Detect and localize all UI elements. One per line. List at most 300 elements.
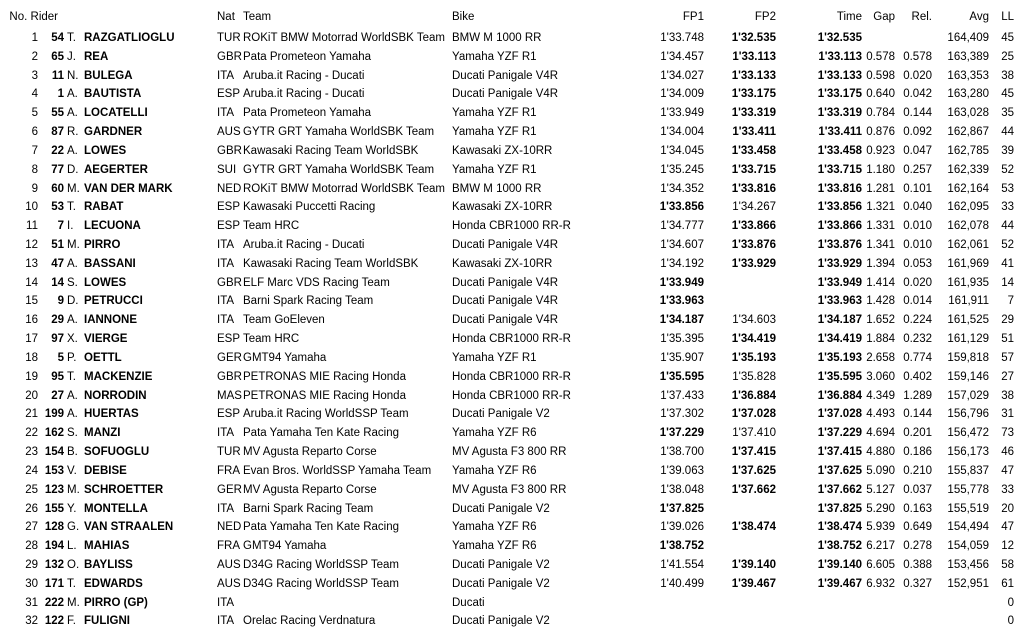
rider-surname: SCHROETTER (84, 483, 164, 496)
fp1-time: 1'37.302 (660, 408, 704, 421)
rider-number: 153 (44, 464, 64, 477)
fp1-time: 1'35.595 (659, 370, 704, 383)
fp2-time (706, 292, 776, 310)
rider-surname: BULEGA (84, 69, 133, 82)
gap-relative: 0.578 (903, 50, 932, 63)
gap-relative: 0.186 (903, 446, 932, 459)
rider-surname: LOCATELLI (84, 107, 148, 120)
fp2-time (706, 537, 776, 555)
gap-relative: 0.201 (903, 427, 932, 440)
team-name: Aruba.it Racing - Ducati (243, 69, 365, 82)
fp2-time: 1'33.929 (731, 257, 776, 270)
team-name: Aruba.it Racing - Ducati (243, 88, 365, 101)
laps-count: 51 (1001, 333, 1014, 346)
bike-model: Ducati Panigale V4R (452, 239, 559, 252)
rider-initial: J. (67, 50, 76, 63)
nationality: AUS (217, 577, 241, 590)
team-name: Kawasaki Puccetti Racing (243, 201, 376, 214)
fp2-time (706, 612, 776, 630)
team-name: ROKiT BMW Motorrad WorldSBK Team (243, 182, 445, 195)
position: 8 (31, 163, 38, 176)
laps-count: 53 (1001, 182, 1014, 195)
average-speed: 159,818 (947, 351, 989, 364)
gap-relative: 0.020 (903, 69, 932, 82)
gap-relative: 0.053 (903, 257, 932, 270)
gap-to-leader: 4.694 (866, 427, 895, 440)
average-speed: 162,078 (947, 220, 989, 233)
nationality: SUI (217, 163, 237, 176)
average-speed: 156,173 (947, 446, 989, 459)
laps-count: 52 (1001, 239, 1014, 252)
team-name: D34G Racing WorldSSP Team (243, 577, 399, 590)
average-speed: 163,280 (947, 88, 989, 101)
fp1-time: 1'34.187 (659, 314, 704, 327)
table-row (0, 292, 1029, 310)
average-speed: 152,951 (947, 577, 989, 590)
bike-model: Kawasaki ZX-10RR (452, 144, 553, 157)
rider-surname: HUERTAS (84, 408, 139, 421)
fp2-time: 1'35.193 (731, 351, 776, 364)
team-name: GMT94 Yamaha (243, 351, 327, 364)
header-fp1: FP1 (682, 11, 704, 23)
table-row (0, 274, 1029, 292)
laps-count: 45 (1001, 88, 1014, 101)
rider-number: 171 (44, 577, 64, 590)
laps-count: 44 (1001, 220, 1014, 233)
gap-relative: 0.040 (903, 201, 932, 214)
position: 12 (25, 239, 38, 252)
nationality: ESP (217, 220, 241, 233)
best-time (770, 612, 862, 630)
best-time: 1'35.193 (817, 351, 862, 364)
nationality: GBR (217, 50, 242, 63)
laps-count: 46 (1001, 446, 1014, 459)
bike-model: Honda CBR1000 RR-R (452, 333, 571, 346)
bike-model: Ducati Panigale V2 (452, 615, 550, 628)
bike-model: Yamaha YZF R1 (452, 351, 537, 364)
laps-count: 57 (1001, 351, 1014, 364)
laps-count: 33 (1001, 201, 1014, 214)
fp2-time: 1'33.319 (731, 107, 776, 120)
gap-relative: 0.014 (903, 295, 932, 308)
fp2-time: 1'33.715 (731, 163, 776, 176)
table-row (0, 518, 1029, 536)
rider-initial: S. (67, 427, 78, 440)
rider-surname: RABAT (84, 201, 124, 214)
fp1-time: 1'34.777 (660, 220, 704, 233)
rider-number: 154 (44, 446, 64, 459)
table-row (0, 481, 1029, 499)
gap-relative: 0.101 (903, 182, 932, 195)
rider-initial: P. (67, 351, 77, 364)
position: 24 (25, 464, 38, 477)
position: 18 (25, 351, 38, 364)
table-row (0, 368, 1029, 386)
gap-relative: 0.327 (903, 577, 932, 590)
position: 19 (25, 370, 38, 383)
best-time: 1'33.133 (817, 69, 862, 82)
team-name: PETRONAS MIE Racing Honda (243, 389, 406, 402)
rider-surname: EDWARDS (84, 577, 143, 590)
team-name: MV Agusta Reparto Corse (243, 483, 377, 496)
laps-count: 14 (1001, 276, 1014, 289)
position: 11 (26, 220, 38, 233)
best-time: 1'33.876 (817, 239, 862, 252)
gap-to-leader: 1.321 (866, 201, 895, 214)
rider-surname: IANNONE (84, 314, 138, 327)
bike-model: Kawasaki ZX-10RR (452, 257, 553, 270)
nationality: FRA (217, 464, 240, 477)
position: 4 (31, 88, 38, 101)
fp1-time (620, 594, 704, 612)
nationality: ESP (217, 88, 241, 101)
gap-relative: 0.010 (903, 220, 932, 233)
rider-surname: DEBISE (84, 464, 127, 477)
rider-initial: A. (67, 107, 78, 120)
gap-relative: 0.092 (903, 126, 932, 139)
fp1-time: 1'34.607 (660, 239, 704, 252)
rider-surname: LOWES (84, 144, 127, 157)
fp2-time: 1'34.419 (731, 333, 776, 346)
fp2-time: 1'33.411 (732, 126, 776, 139)
rider-surname: MONTELLA (84, 502, 148, 515)
average-speed: 163,028 (947, 107, 989, 120)
rider-number: 65 (51, 50, 64, 63)
header-nat: Nat (217, 11, 235, 23)
rider-surname: BAYLISS (84, 558, 133, 571)
laps-count: 7 (1007, 295, 1014, 308)
team-name: Team HRC (243, 220, 300, 233)
bike-model: BMW M 1000 RR (452, 32, 542, 44)
table-row (0, 556, 1029, 574)
gap-to-leader: 5.127 (866, 483, 895, 496)
gap-relative: 0.010 (903, 239, 932, 252)
rider-number: 5 (57, 351, 64, 364)
rider-initial: A. (67, 88, 78, 101)
bike-model: Yamaha YZF R1 (452, 50, 537, 63)
bike-model: Ducati Panigale V4R (452, 88, 559, 101)
laps-count: 0 (1007, 615, 1014, 628)
position: 29 (25, 558, 38, 571)
rider-initial: M. (67, 596, 80, 609)
rider-number: 97 (51, 333, 64, 346)
position: 17 (25, 333, 38, 346)
rider-initial: A. (67, 257, 78, 270)
team-name (243, 594, 453, 612)
header-avg: Avg (969, 11, 989, 23)
laps-count: 52 (1001, 163, 1014, 176)
position: 15 (25, 295, 38, 308)
fp2-time: 1'37.415 (731, 446, 776, 459)
table-row (0, 161, 1029, 179)
nationality: GBR (217, 144, 242, 157)
rider-initial: A. (67, 314, 78, 327)
rider-surname: MANZI (84, 427, 121, 440)
position: 28 (25, 540, 38, 553)
team-name: MV Agusta Reparto Corse (243, 446, 377, 459)
bike-model: Yamaha YZF R1 (452, 107, 537, 120)
gap-to-leader (862, 29, 895, 47)
rider-number: 1 (57, 88, 64, 101)
fp2-time: 1'33.458 (731, 144, 776, 157)
table-row (0, 330, 1029, 348)
rider-initial: T. (67, 32, 76, 44)
nationality: ITA (217, 596, 235, 609)
laps-count: 35 (1001, 107, 1014, 120)
nationality: TUR (217, 32, 241, 44)
team-name: Team GoEleven (243, 314, 325, 327)
rider-surname: BASSANI (84, 257, 136, 270)
laps-count: 47 (1001, 521, 1014, 534)
gap-to-leader (862, 612, 895, 630)
gap-to-leader: 3.060 (866, 370, 895, 383)
rider-surname: VAN DER MARK (84, 182, 173, 195)
position: 26 (25, 502, 38, 515)
rider-surname: MACKENZIE (84, 370, 153, 383)
laps-count: 61 (1001, 577, 1014, 590)
position: 32 (25, 615, 38, 628)
fp1-time: 1'34.009 (660, 88, 704, 101)
gap-to-leader: 5.090 (866, 464, 895, 477)
fp1-time: 1'33.748 (660, 32, 704, 44)
average-speed: 161,969 (947, 257, 989, 270)
rider-number: 155 (44, 502, 64, 515)
laps-count: 20 (1001, 502, 1014, 515)
table-row (0, 198, 1029, 216)
team-name: Aruba.it Racing - Ducati (243, 239, 365, 252)
fp2-time: 1'33.113 (732, 50, 776, 63)
fp2-time: 1'39.140 (731, 558, 776, 571)
best-time: 1'33.113 (818, 50, 862, 63)
nationality: ESP (217, 201, 241, 214)
team-name: ROKiT BMW Motorrad WorldSBK Team (243, 32, 445, 44)
best-time: 1'33.319 (817, 107, 862, 120)
gap-to-leader (862, 594, 895, 612)
bike-model: Yamaha YZF R6 (452, 521, 537, 534)
position: 9 (31, 182, 38, 195)
nationality: AUS (217, 126, 241, 139)
rider-initial: A. (67, 389, 78, 402)
average-speed: 162,867 (947, 126, 989, 139)
table-row (0, 123, 1029, 141)
fp1-time: 1'38.752 (659, 540, 704, 553)
rider-number: 122 (44, 615, 64, 628)
team-name: Pata Prometeon Yamaha (243, 50, 372, 63)
best-time: 1'35.595 (817, 370, 862, 383)
team-name: ELF Marc VDS Racing Team (243, 276, 390, 289)
nationality: AUS (217, 558, 241, 571)
table-row (0, 424, 1029, 442)
gap-to-leader: 6.932 (866, 577, 895, 590)
average-speed (934, 594, 989, 612)
table-row (0, 255, 1029, 273)
nationality: ITA (217, 69, 235, 82)
rider-initial: R. (67, 126, 79, 139)
header-time: Time (836, 11, 862, 23)
team-name: Evan Bros. WorldSSP Yamaha Team (243, 464, 432, 477)
gap-relative (897, 29, 932, 47)
gap-to-leader: 0.598 (866, 69, 895, 82)
position: 21 (25, 408, 38, 421)
rider-surname: GARDNER (84, 126, 143, 139)
nationality: TUR (217, 446, 241, 459)
rider-number: 123 (44, 483, 64, 496)
laps-count: 44 (1001, 126, 1014, 139)
position: 6 (31, 126, 38, 139)
average-speed: 162,785 (947, 144, 989, 157)
rider-surname: RAZGATLIOGLU (84, 32, 175, 44)
fp2-time (706, 500, 776, 518)
fp1-time: 1'37.825 (659, 502, 704, 515)
rider-surname: REA (84, 50, 109, 63)
gap-to-leader: 6.217 (866, 540, 895, 553)
nationality: ITA (217, 502, 235, 515)
table-row (0, 311, 1029, 329)
best-time: 1'37.625 (817, 464, 862, 477)
nationality: MAS (217, 389, 242, 402)
position: 3 (31, 69, 38, 82)
laps-count: 31 (1001, 408, 1014, 421)
position: 23 (25, 446, 38, 459)
rider-number: 87 (51, 126, 64, 139)
rider-initial: B. (67, 446, 78, 459)
bike-model: Ducati Panigale V4R (452, 314, 559, 327)
fp1-time (620, 612, 704, 630)
gap-relative: 1.289 (903, 389, 932, 402)
fp1-time: 1'39.063 (660, 464, 704, 477)
average-speed: 161,525 (947, 314, 989, 327)
best-time: 1'33.949 (817, 276, 862, 289)
average-speed: 163,389 (947, 50, 989, 63)
table-row (0, 405, 1029, 423)
table-row (0, 612, 1029, 630)
gap-to-leader: 1.652 (866, 314, 895, 327)
best-time: 1'33.458 (817, 144, 862, 157)
gap-relative (897, 612, 932, 630)
rider-number: 162 (44, 427, 64, 440)
fp2-time: 1'34.603 (732, 314, 776, 327)
best-time: 1'34.419 (817, 333, 862, 346)
rider-initial: F. (67, 615, 76, 628)
table-row (0, 443, 1029, 461)
header-no-rider: No. Rider (9, 11, 58, 23)
nationality: ITA (217, 295, 235, 308)
best-time: 1'33.715 (817, 163, 862, 176)
bike-model: Ducati Panigale V4R (452, 276, 559, 289)
team-name: Pata Prometeon Yamaha (243, 107, 372, 120)
rider-number: 27 (51, 389, 64, 402)
average-speed: 153,456 (947, 558, 989, 571)
rider-initial: Y. (67, 502, 77, 515)
table-row (0, 500, 1029, 518)
bike-model: MV Agusta F3 800 RR (452, 483, 567, 496)
rider-number: 51 (51, 239, 64, 252)
table-row (0, 217, 1029, 235)
rider-surname: BAUTISTA (84, 88, 142, 101)
gap-to-leader: 0.923 (866, 144, 895, 157)
fp1-time: 1'38.700 (660, 446, 704, 459)
gap-relative: 0.774 (903, 351, 932, 364)
average-speed: 162,339 (947, 163, 989, 176)
rider-initial: M. (67, 182, 80, 195)
nationality: FRA (217, 540, 240, 553)
fp2-time (706, 274, 776, 292)
team-name: Kawasaki Racing Team WorldSBK (243, 257, 419, 270)
laps-count: 38 (1001, 389, 1014, 402)
best-time: 1'36.884 (817, 389, 862, 402)
rider-number: 22 (51, 144, 64, 157)
fp1-time: 1'34.027 (660, 69, 704, 82)
rider-surname: SOFUOGLU (84, 446, 150, 459)
rider-initial: I. (67, 220, 74, 233)
nationality: GER (217, 483, 242, 496)
average-speed: 161,911 (948, 295, 989, 308)
fp1-time: 1'34.192 (660, 257, 704, 270)
rider-number: 128 (44, 521, 64, 534)
rider-number: 222 (44, 596, 64, 609)
header-fp2: FP2 (754, 11, 776, 23)
laps-count: 39 (1001, 144, 1014, 157)
fp2-time: 1'33.133 (731, 69, 776, 82)
gap-relative: 0.224 (903, 314, 932, 327)
nationality: ITA (217, 107, 235, 120)
table-row (0, 575, 1029, 593)
fp2-time: 1'33.175 (731, 88, 776, 101)
rider-number: 54 (51, 32, 64, 44)
fp2-time: 1'33.866 (731, 220, 776, 233)
laps-count: 0 (1007, 596, 1014, 609)
nationality: ITA (217, 314, 235, 327)
rider-number: 7 (57, 220, 64, 233)
rider-initial: D. (67, 163, 79, 176)
team-name: Team HRC (243, 333, 300, 346)
laps-count: 27 (1001, 370, 1014, 383)
average-speed: 156,472 (947, 427, 989, 440)
gap-relative: 0.047 (903, 144, 932, 157)
rider-surname: MAHIAS (84, 540, 130, 553)
header-rel: Rel. (911, 11, 932, 23)
team-name: Orelac Racing Verdnatura (243, 615, 376, 628)
fp1-time: 1'33.949 (659, 276, 704, 289)
best-time (770, 594, 862, 612)
gap-to-leader: 5.939 (866, 521, 895, 534)
average-speed: 161,935 (947, 276, 989, 289)
average-speed (934, 612, 989, 630)
best-time: 1'37.415 (817, 446, 862, 459)
position: 1 (31, 32, 38, 44)
fp2-time: 1'37.028 (731, 408, 776, 421)
team-name: Barni Spark Racing Team (243, 502, 374, 515)
best-time: 1'37.229 (817, 427, 862, 440)
fp2-time: 1'33.816 (731, 182, 776, 195)
average-speed: 162,061 (947, 239, 989, 252)
average-speed: 154,059 (947, 540, 989, 553)
fp2-time: 1'37.662 (731, 483, 776, 496)
gap-relative: 0.042 (903, 88, 932, 101)
rider-surname: LOWES (84, 276, 127, 289)
team-name: GYTR GRT Yamaha WorldSBK Team (243, 126, 435, 139)
average-speed: 157,029 (947, 389, 989, 402)
fp1-time: 1'33.856 (659, 201, 704, 214)
best-time: 1'39.467 (817, 577, 862, 590)
rider-surname: PIRRO (GP) (84, 596, 148, 609)
laps-count: 45 (1001, 32, 1014, 44)
position: 30 (25, 577, 38, 590)
rider-number: 55 (51, 107, 64, 120)
table-row (0, 104, 1029, 122)
rider-surname: VAN STRAALEN (84, 521, 174, 534)
rider-surname: NORRODIN (84, 389, 147, 402)
